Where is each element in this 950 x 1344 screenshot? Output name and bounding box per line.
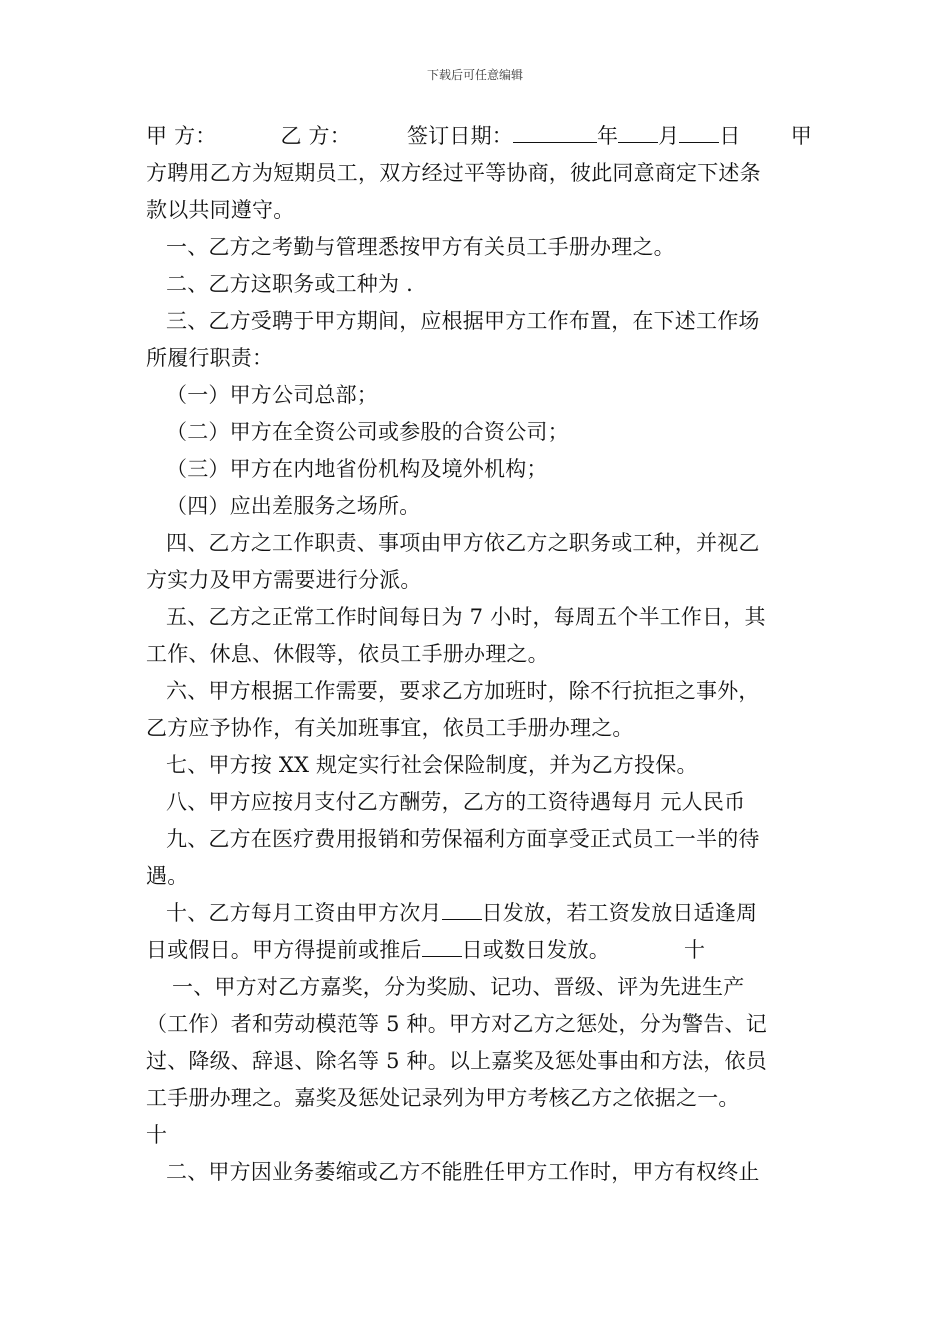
contract-line-parties bbox=[146, 118, 812, 155]
clause-12-prefix: 十 bbox=[146, 1123, 168, 1147]
line1-tail: 甲 bbox=[790, 124, 812, 148]
pay-day-blank bbox=[442, 895, 482, 920]
clause-9: 九、乙方在医疗费用报销和劳保福利方面享受正式员工一半的待 bbox=[166, 827, 760, 851]
clause-11-prefix: 十 bbox=[684, 938, 706, 962]
sign-date-label: 签订日期： bbox=[406, 124, 513, 148]
clause-6: 六、甲方根据工作需要，要求乙方加班时，除不行抗拒之事外， bbox=[166, 679, 760, 703]
clause-10-text-c: 日或假日。甲方得提前或推后 bbox=[146, 938, 422, 962]
contract-line: 工作、休息、休假等，依员工手册办理之。 bbox=[146, 642, 549, 666]
contract-line: 工手册办理之。嘉奖及惩处记录列为甲方考核乙方之依据之一。 bbox=[146, 1086, 740, 1110]
page-header-note: 下载后可任意编辑 bbox=[426, 68, 523, 82]
day-blank bbox=[679, 118, 719, 143]
contract-line: 所履行职责： bbox=[146, 346, 274, 370]
clause-11: 一、甲方对乙方嘉奖，分为奖励、记功、晋级、评为先进生产 bbox=[172, 975, 745, 999]
contract-line: 乙方应予协作，有关加班事宜，依员工手册办理之。 bbox=[146, 716, 634, 740]
clause-5: 五、乙方之正常工作时间每日为 7 小时，每周五个半工作日，其 bbox=[166, 605, 766, 629]
year-label: 年 bbox=[596, 124, 619, 148]
clause-10 bbox=[146, 895, 812, 932]
party-b-label: 乙 方： bbox=[280, 124, 351, 148]
contract-body bbox=[146, 118, 812, 1191]
workplace-item: （二）甲方在全资公司或参股的合资公司； bbox=[166, 420, 569, 444]
party-a-label: 甲 方： bbox=[146, 124, 217, 148]
contract-line: （工作）者和劳动模范等 5 种。甲方对乙方之惩处，分为警告、记 bbox=[146, 1012, 767, 1036]
clause-4: 四、乙方之工作职责、事项由甲方依乙方之职务或工种，并视乙 bbox=[166, 531, 760, 555]
clause-3: 三、乙方受聘于甲方期间，应根据甲方工作布置，在下述工作场 bbox=[166, 309, 760, 333]
contract-line: 方实力及甲方需要进行分派。 bbox=[146, 568, 422, 592]
year-blank bbox=[513, 118, 597, 143]
clause-8: 八、甲方应按月支付乙方酬劳，乙方的工资待遇每月 元人民币 bbox=[166, 790, 746, 814]
contract-line: 方聘用乙方为短期员工，双方经过平等协商，彼此同意商定下述条 bbox=[146, 161, 761, 185]
clause-10-text-a: 十、乙方每月工资由甲方次月 bbox=[166, 901, 442, 925]
contract-line bbox=[146, 932, 812, 969]
clause-12: 二、甲方因业务萎缩或乙方不能胜任甲方工作时，甲方有权终止 bbox=[166, 1160, 760, 1184]
day-label: 日 bbox=[719, 124, 741, 148]
workplace-item: （四）应出差服务之场所。 bbox=[166, 494, 421, 518]
contract-line: 款以共同遵守。 bbox=[146, 198, 295, 222]
month-label: 月 bbox=[658, 124, 680, 148]
month-blank bbox=[618, 118, 658, 143]
contract-line: 遇。 bbox=[146, 864, 189, 888]
clause-1: 一、乙方之考勤与管理悉按甲方有关员工手册办理之。 bbox=[166, 235, 675, 259]
workplace-item: （一）甲方公司总部； bbox=[166, 383, 378, 407]
clause-10-text-d: 日或数日发放。 bbox=[461, 938, 611, 962]
pay-delay-blank bbox=[422, 932, 462, 957]
clause-2: 二、乙方这职务或工种为 . bbox=[166, 272, 413, 296]
clause-10-text-b: 日发放，若工资发放日适逢周 bbox=[481, 901, 758, 925]
workplace-item: （三）甲方在内地省份机构及境外机构； bbox=[166, 457, 548, 481]
clause-7: 七、甲方按 XX 规定实行社会保险制度，并为乙方投保。 bbox=[166, 753, 698, 777]
contract-line: 过、降级、辞退、除名等 5 种。以上嘉奖及惩处事由和方法，依员 bbox=[146, 1049, 767, 1073]
